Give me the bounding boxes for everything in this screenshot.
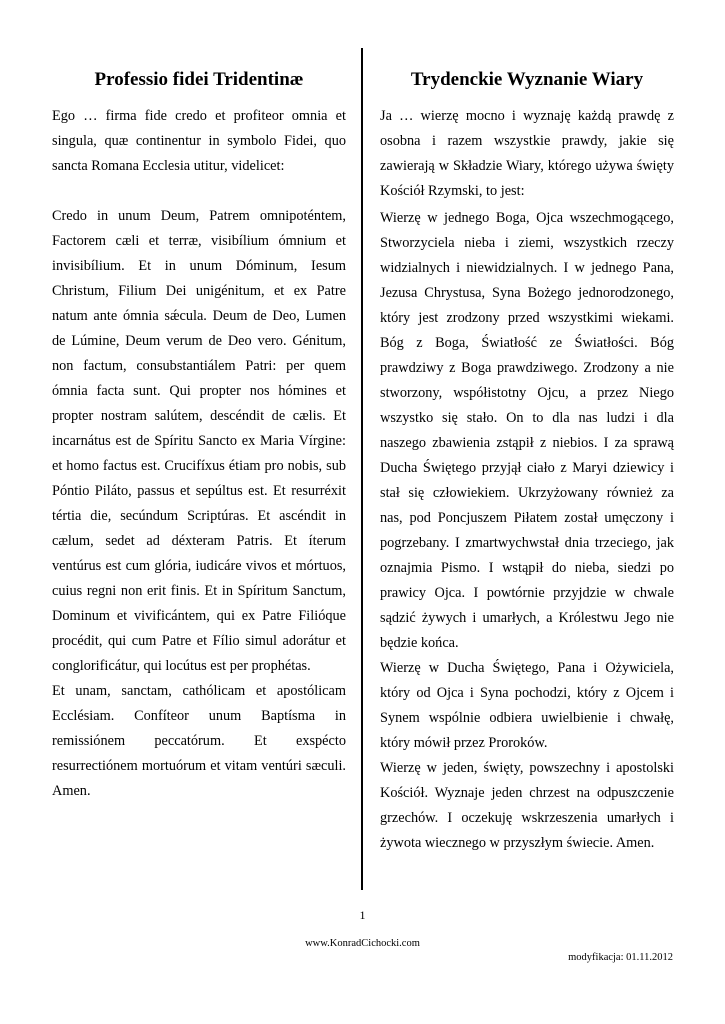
- polish-title: Trydenckie Wyznanie Wiary: [410, 69, 644, 90]
- spacer: [52, 179, 346, 204]
- modification-date: modyfikacja: 01.11.2012: [568, 952, 673, 963]
- polish-intro: Ja … wierzę mocno i wyznaję każdą prawdę z osobna i razem wszystkie prawdy, jakie się zawierają w Składzie Wiary, którego używa święty Kościół Rzymski, to jest:: [380, 108, 674, 199]
- latin-church-paragraph: Et unam, sanctam, cathólicam et apostólicam Ecclésiam. Confíteor unum Baptísma in remissiónem peccatórum. Et exspécto resurrectiónem mortuórum et vitam ventúri sæculi. Amen.: [52, 683, 346, 799]
- website-link[interactable]: www.KonradCichocki.com: [305, 938, 420, 949]
- latin-intro: Ego … firma fide credo et profiteor omnia et singula, quæ continentur in symbolo Fidei, quo sancta Romana Ecclesia utitur, videlicet:: [52, 108, 346, 174]
- page-number: 1: [359, 908, 366, 922]
- polish-creed-paragraph: Wierzę w jednego Boga, Ojca wszechmogącego, Stworzyciela nieba i ziemi, wszystkich rzeczy widzialnych i niewidzialnych. I w jednego Pana, Jezusa Chrystusa, Syna Bożego jednorodzonego, który jest zrodzony przed wszystkimi wiekami. Bóg z Boga, Światłość ze Światłości. Bóg prawdziwy z Boga prawdziwego. Zrodzony a nie stworzony, współistotny Ojcu, a przez Niego wszystko się stało. On to dla nas ludzi i dla naszego zbawienia zstąpił z niebios. I za sprawą Ducha Świętego przyjął ciało z Maryi dziewicy i stał się człowiekiem. Ukrzyżowany również za nas, pod Poncjuszem Piłatem został umęczony i pogrzebany. I zmartwychwstał dnia trzeciego, jak oznajmia Pismo. I wstąpił do nieba, siedzi po prawicy Ojca. I powtórnie przyjdzie w chwale sądzić żywych i umarłych, a Królestwu Jego nie będzie końca.: [380, 210, 674, 651]
- polish-church-paragraph: Wierzę w jeden, święty, powszechny i apostolski Kościół. Wyznaje jeden chrzest na odpuszczenie grzechów. I oczekuję wskrzeszenia umarłych i żywota wiecznego w przyszłym świecie. Amen.: [380, 760, 674, 851]
- polish-spirit-paragraph: Wierzę w Ducha Świętego, Pana i Ożywiciela, który od Ojca i Syna pochodzi, który z Ojcem i Synem wspólnie odbiera uwielbienie i chwałę, który mówił przez Proroków.: [380, 660, 674, 751]
- column-divider: [361, 48, 363, 890]
- latin-creed-paragraph: Credo in unum Deum, Patrem omnipoténtem, Factorem cæli et terræ, visibílium ómnium et invisibílium. Et in unum Dóminum, Iesum Christum, Filium Dei unigénitum, et ex Patre natum ante ómnia sǽcula. Deum de Deo, Lumen de Lúmine, Deum verum de Deo vero. Génitum, non factum, consubstantiálem Patri: per quem ómnia facta sunt. Qui propter nos hómines et propter nostram salútem, descéndit de cælis. Et incarnátus est de Spíritu Sancto ex Maria Vírgine: et homo factus est. Crucifíxus étiam pro nobis, sub Póntio Piláto, passus et sepúltus est. Et resurréxit tértia die, secúndum Scriptúras. Et ascéndit in cælum, sedet ad déxteram Patris. Et íterum ventúrus est cum glória, iudicáre vivos et mórtuos, cuius regni non erit finis. Et in Spíritum Sanctum, Dominum et vivificántem, qui ex Patre Filióque procédit, qui cum Patre et Fílio simul adorátur et conglorificátur, qui locútus est per prophétas.: [52, 208, 346, 674]
- latin-column: [52, 66, 346, 804]
- polish-column: [380, 66, 674, 856]
- latin-title: Professio fidei Tridentinæ: [94, 69, 304, 90]
